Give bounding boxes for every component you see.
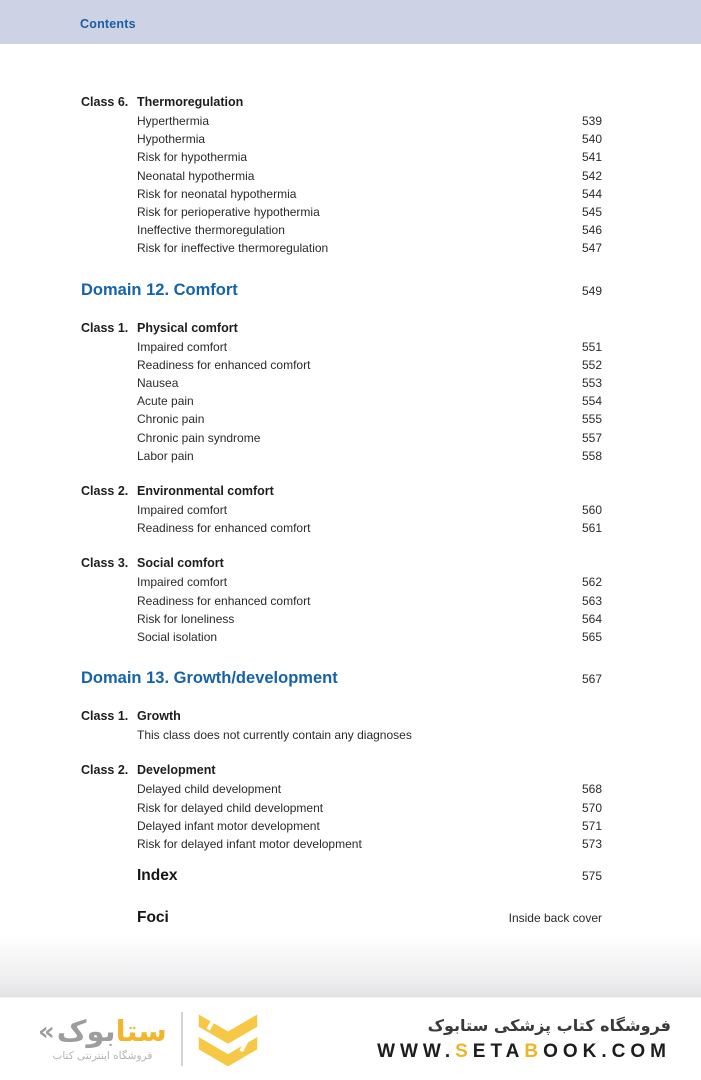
toc-entry-row xyxy=(81,392,602,410)
class-section xyxy=(81,482,602,537)
toc-entry-page-number: 551 xyxy=(581,339,602,354)
toc-entry-row xyxy=(81,501,602,519)
toc-entry-page-number: 560 xyxy=(581,503,602,518)
toc-entry-row xyxy=(81,221,602,239)
toc-entry-title: Nausea xyxy=(137,376,179,391)
entry-list xyxy=(81,780,602,853)
class-number-label: Class 1. xyxy=(81,320,129,335)
class-heading xyxy=(81,761,602,780)
chevron-emblem-icon xyxy=(195,1009,261,1069)
toc-entry-page-number: 573 xyxy=(581,837,602,852)
toc-entry-title: Delayed infant motor development xyxy=(137,818,320,833)
entry-list xyxy=(81,726,602,744)
footer-bar xyxy=(0,998,701,1080)
toc-entry-row xyxy=(81,185,602,203)
toc-entry-page-number: 562 xyxy=(581,575,602,590)
class-heading xyxy=(81,707,602,726)
toc-entry-page-number: 557 xyxy=(581,430,602,445)
logo-divider xyxy=(181,1012,183,1066)
store-name-persian: فروشگاه کتاب پزشکی ستابوک xyxy=(427,1015,671,1035)
table-of-contents xyxy=(0,44,701,935)
toc-entry-page-number: 542 xyxy=(581,168,602,183)
toc-entry-page-number: 564 xyxy=(581,611,602,626)
toc-entry-row xyxy=(81,148,602,166)
toc-entry-title: Risk for loneliness xyxy=(137,611,235,626)
toc-entry-row xyxy=(81,338,602,356)
domain-heading xyxy=(81,280,602,302)
backmatter-section xyxy=(81,908,602,928)
toc-entry-page-number: 552 xyxy=(581,357,602,372)
page-header-band xyxy=(0,0,701,44)
class-title: Social comfort xyxy=(137,556,224,571)
brand-tagline: فروشگاه اینترنتی کتاب xyxy=(52,1049,153,1062)
toc-entry-page-number: 561 xyxy=(581,521,602,536)
class-number-label: Class 2. xyxy=(81,763,129,778)
class-title: Physical comfort xyxy=(137,320,238,335)
toc-entry-row xyxy=(81,519,602,537)
backmatter-title: Foci xyxy=(137,909,169,927)
toc-entry-page-number: 545 xyxy=(581,205,602,220)
toc-entry-title: Risk for delayed infant motor development xyxy=(137,837,362,852)
website-url xyxy=(377,1041,671,1063)
toc-entry-title: Ineffective thermoregulation xyxy=(137,223,285,238)
backmatter-row xyxy=(81,866,602,886)
domain-section xyxy=(81,280,602,302)
wordmark-yellow-part: ستا xyxy=(115,1014,167,1049)
toc-entry-row xyxy=(81,167,602,185)
toc-entry-title: Risk for ineffective thermoregulation xyxy=(137,241,329,256)
toc-entry-title: Impaired comfort xyxy=(137,575,228,590)
toc-entry-title: Hypothermia xyxy=(137,132,206,147)
backmatter-title: Index xyxy=(137,867,178,885)
toc-entry-row xyxy=(81,628,602,646)
toc-entry-page-number: 541 xyxy=(581,150,602,165)
class-number-label: Class 6. xyxy=(81,95,129,109)
toc-entry-page-number: 547 xyxy=(581,241,602,256)
toc-entry-title: Readiness for enhanced comfort xyxy=(137,521,311,536)
class-number-label: Class 1. xyxy=(81,709,129,724)
class-section xyxy=(81,554,602,646)
class-title: Thermoregulation xyxy=(137,95,244,109)
entry-list xyxy=(81,112,602,258)
toc-entry-title: Chronic pain syndrome xyxy=(137,430,261,445)
toc-entry-title: Readiness for enhanced comfort xyxy=(137,357,311,372)
url-rest: OOK.COM xyxy=(543,1041,671,1063)
toc-entry-row xyxy=(81,239,602,257)
domain-page-number: 567 xyxy=(581,672,602,687)
toc-entry-row xyxy=(81,573,602,591)
class-title: Environmental comfort xyxy=(137,484,274,499)
running-head-title: Contents xyxy=(80,17,136,31)
toc-entry-row xyxy=(81,374,602,392)
toc-entry-title: Impaired comfort xyxy=(137,503,228,518)
toc-entry-row xyxy=(81,112,602,130)
toc-entry-title: Risk for perioperative hypothermia xyxy=(137,205,320,220)
toc-entry-title: Impaired comfort xyxy=(137,339,228,354)
entry-list xyxy=(81,501,602,537)
url-prefix: WWW. xyxy=(377,1041,456,1063)
toc-entry-row xyxy=(81,410,602,428)
toc-entry-row xyxy=(81,780,602,798)
backmatter-row xyxy=(81,908,602,928)
class-heading xyxy=(81,554,602,573)
setabook-wordmark xyxy=(38,1016,167,1048)
toc-entry-page-number: 544 xyxy=(581,186,602,201)
toc-entry-title: Labor pain xyxy=(137,448,194,463)
url-letter-b: B xyxy=(524,1041,544,1063)
toc-entry-page-number: 558 xyxy=(581,448,602,463)
class-heading xyxy=(81,93,602,112)
url-middle: ETA xyxy=(472,1041,525,1063)
toc-entry-title: Acute pain xyxy=(137,394,194,409)
toc-entry-page-number: 565 xyxy=(581,630,602,645)
setabook-wordmark-block xyxy=(38,1016,167,1062)
toc-entry-title: Risk for hypothermia xyxy=(137,150,248,165)
toc-entry-title: Risk for neonatal hypothermia xyxy=(137,186,297,201)
domain-title: Domain 12. Comfort xyxy=(81,280,238,299)
toc-entry-title: Neonatal hypothermia xyxy=(137,168,255,183)
class-heading xyxy=(81,482,602,501)
class-section xyxy=(81,761,602,853)
toc-entry-page-number: 553 xyxy=(581,376,602,391)
guillemet-mark: « xyxy=(38,1016,55,1047)
class-section xyxy=(81,707,602,744)
class-heading xyxy=(81,319,602,338)
page-edge-shadow xyxy=(0,935,701,998)
setabook-logo xyxy=(38,1009,261,1069)
domain-section xyxy=(81,668,602,690)
toc-entry-title: Social isolation xyxy=(137,630,218,645)
url-letter-s: S xyxy=(455,1041,473,1063)
domain-page-number: 549 xyxy=(581,283,602,298)
setabook-wordmark-text xyxy=(57,1016,167,1048)
class-number-label: Class 2. xyxy=(81,484,129,499)
toc-entry-row xyxy=(81,130,602,148)
toc-entry-title: Risk for delayed child development xyxy=(137,800,324,815)
toc-entry-title: Chronic pain xyxy=(137,412,205,427)
toc-entry-page-number: 539 xyxy=(581,114,602,128)
toc-entry-row xyxy=(81,817,602,835)
toc-entry-page-number: 568 xyxy=(581,782,602,797)
toc-entry-row xyxy=(81,447,602,465)
toc-entry-page-number: 571 xyxy=(581,818,602,833)
toc-entry-row xyxy=(81,429,602,447)
entry-list xyxy=(81,573,602,646)
toc-entry-row xyxy=(81,835,602,853)
toc-entry-title: Hyperthermia xyxy=(137,114,210,128)
toc-entry-row xyxy=(81,610,602,628)
toc-entry-row xyxy=(81,799,602,817)
class-title: Development xyxy=(137,763,216,778)
toc-entry-page-number: 546 xyxy=(581,223,602,238)
entry-list xyxy=(81,338,602,465)
toc-entry-title: Readiness for enhanced comfort xyxy=(137,593,311,608)
backmatter-page-number: 575 xyxy=(581,869,602,884)
toc-entry-row xyxy=(81,203,602,221)
class-empty-note: This class does not currently contain any diagnoses xyxy=(137,728,412,743)
class-section xyxy=(81,93,602,258)
store-info-block xyxy=(377,1015,671,1063)
toc-entry-title: Delayed child development xyxy=(137,782,282,797)
toc-entry-row xyxy=(81,356,602,374)
toc-entry-page-number: 540 xyxy=(581,132,602,147)
class-title: Growth xyxy=(137,709,181,724)
domain-heading xyxy=(81,668,602,690)
domain-title: Domain 13. Growth/development xyxy=(81,669,338,688)
wordmark-gray-part: بوک xyxy=(56,1014,116,1049)
class-section xyxy=(81,319,602,465)
class-number-label: Class 3. xyxy=(81,556,129,571)
toc-entry-page-number: 555 xyxy=(581,412,602,427)
toc-entry-page-number: 563 xyxy=(581,593,602,608)
backmatter-section xyxy=(81,866,602,886)
backmatter-page-number: Inside back cover xyxy=(508,911,602,926)
toc-entry-page-number: 570 xyxy=(581,800,602,815)
toc-entry-page-number: 554 xyxy=(581,394,602,409)
toc-entry-row xyxy=(81,592,602,610)
